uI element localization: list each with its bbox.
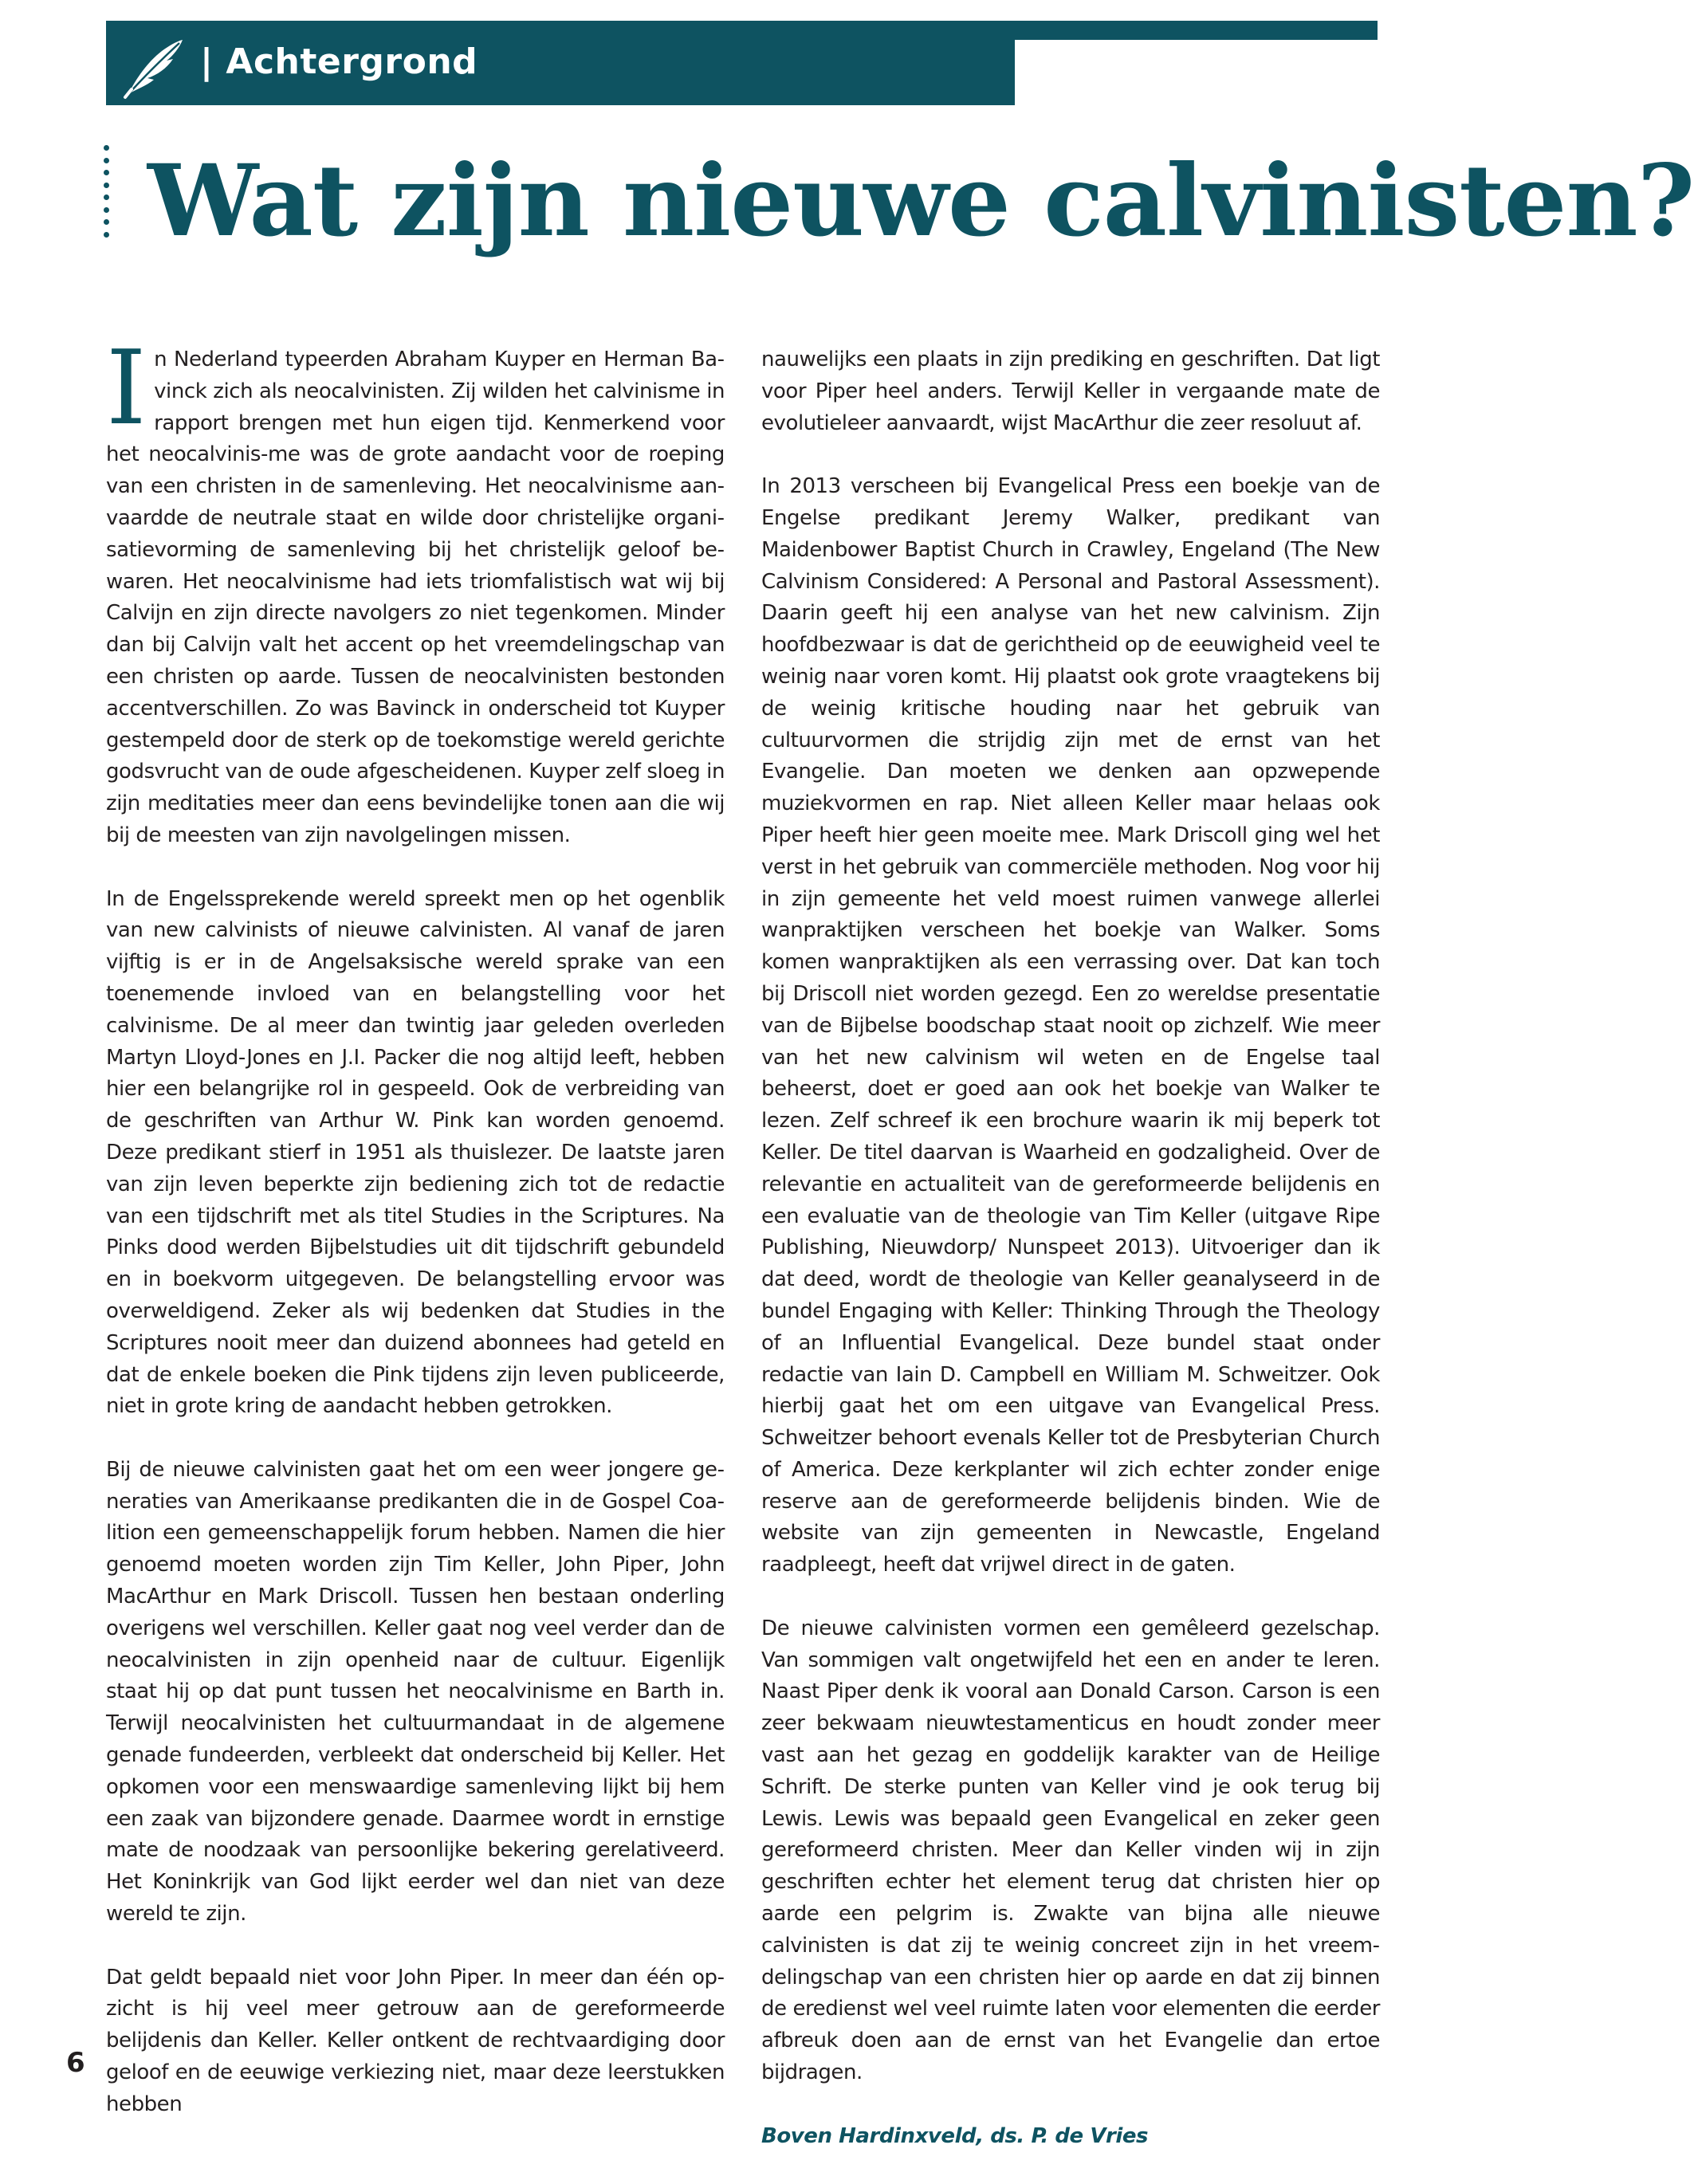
paragraph: Bij de nieuwe calvinisten gaat het om een weer jongere generaties van Amerikaanse predikanten die in de Gospel Coalition een gemeenschappelijk forum hebben. Namen die hier genoemd moeten worden zijn Tim Keller, John Piper, John MacArthur en Mark Driscoll. Tussen hen bestaan onderling overigens wel verschillen. Keller gaat nog veel verder dan de neocalvinisten in zijn openheid naar de cultuur. Eigenlijk staat hij op dat punt tussen het neocalvinisme en Barth in. Terwijl neocalvinisten het cultuurmandaat in de algemene genade fundeerden, verbleekt dat onderscheid bij Keller. Het opkomen voor een menswaardige samenleving lijkt bij hem een zaak van bijzondere genade. Daarmee wordt in ernstige mate de noodzaak van persoonlijke bekering gerelativeerd. Het Koninkrijk van God lijkt eerder wel dan niet van deze wereld te zijn.	[106, 1457, 725, 1927]
paragraph: De nieuwe calvinisten vormen een gemêleerd gezelschap. Van sommigen valt ongetwijfeld het een en ander te leren. Naast Piper denk ik vooral aan Donald Carson. Carson is een zeer bekwaam nieuwtestamenticus en houdt zonder meer vast aan het gezag en goddelijk karakter van de Heilige Schrift. De sterke punten van Keller vind je ook terug bij Lewis. Lewis was bepaald geen Evangelical en zeker geen gereformeerd christen. Meer dan Keller vinden wij in zijn geschriften echter het element terug dat christen hier op aarde een pelgrim is. Zwakte van bijna alle nieuwe calvinisten is dat zij te weinig concreet zijn in het vreemdelingschap van een christen hier op aarde en dat zij binnen de eredienst wel veel ruimte laten voor elementen die eerder afbreuk doen aan de ernst van het Evangelie dan ertoe bijdragen.	[761, 1616, 1380, 2085]
article-column-left	[106, 329, 725, 2152]
article-column-right	[761, 344, 1380, 2184]
banner-cutout	[1015, 40, 1382, 105]
paragraph: nauwelijks een plaats in zijn prediking en geschriften. Dat ligt voor Piper heel anders. Terwijl Keller in vergaande mate de evolutieleer aanvaardt, wijst MacArthur die zeer resoluut af.	[761, 348, 1380, 435]
feather-quill-icon	[120, 33, 186, 99]
section-banner	[106, 21, 1378, 105]
paragraph-text: n Nederland typeerden Abraham Kuyper en Herman Bavinck zich als neocalvinisten. Zij wilden het calvinisme in rapport brengen met hun eigen tijd. Kenmerkend voor het neocalvinis-me was de grote aandacht voor de roeping van een christen in de samenleving. Het neocalvinisme aanvaardde de neutrale staat en wilde door christelijke organisatievorming de samenleving bij het christelijk geloof bewaren. Het neocalvinisme had iets triomfalistisch wat wij bij Calvijn en zijn directe navolgers zo niet tegenkomen. Minder dan bij Calvijn valt het accent op het vreemdelingschap van een christen op aarde. Tussen de neocalvinisten bestonden accentverschillen. Zo was Bavinck in onderscheid tot Kuyper gestempeld door de sterk op de toekomstige wereld gerichte godsvrucht van de oude afgescheidenen. Kuyper zelf sloeg in zijn meditaties meer dan eens bevindelijke tonen aan die wij bij de meesten van zijn navolgelingen missen.	[106, 348, 725, 847]
decorative-dots	[104, 145, 112, 241]
paragraph	[106, 329, 725, 852]
paragraph: Dat geldt bepaald niet voor John Piper. In meer dan één opzicht is hij veel meer getrouw aan de gereformeerde belijdenis dan Keller. Keller ontkent de rechtvaardiging door geloof en de eeuwige verkiezing niet, maar deze leerstukken hebben	[106, 1965, 725, 2116]
paragraph: In 2013 verscheen bij Evangelical Press een boekje van de Engelse predikant Jeremy Walker, predikant van Maidenbower Baptist Church in Crawley, Engeland (The New Calvinism Considered: A Personal and Pastoral Assessment). Daarin geeft hij een analyse van het new calvinism. Zijn hoofdbezwaar is dat de gerichtheid op de eeuwigheid veel te weinig naar voren komt. Hij plaatst ook grote vraagtekens bij de weinig kritische houding naar het gebruik van cultuurvormen die strijdig zijn met de ernst van het Evangelie. Dan moeten we denken aan opzwepende muziekvormen en rap. Niet alleen Keller maar helaas ook Piper heeft hier geen moeite mee. Mark Driscoll ging wel het verst in het gebruik van commerciële methoden. Nog voor hij in zijn gemeente het veld moest ruimen vanwege allerlei wanpraktijken verscheen het boekje van Walker. Soms komen wanpraktijken als een verrassing over. Dat kan toch bij Driscoll niet worden gezegd. Een zo wereldse presentatie van de Bijbelse boodschap staat nooit op zichzelf. Wie meer van het new calvinism wil weten en de Engelse taal beheerst, doet er goed aan ook het boekje van Walker te lezen. Zelf schreef ik een brochure waarin ik mij beperk tot Keller. De titel daarvan is Waarheid en godzaligheid. Over de relevantie en actualiteit van de gereformeerde belijdenis en een evaluatie van de theologie van Tim Keller (uitgave Ripe Publishing, Nieuwdorp/ Nunspeet 2013). Uitvoeriger dan ik dat deed, wordt de theologie van Keller geanalyseerd in de bundel Engaging with Keller: Thinking Through the Theology of an Influential Evangelical. Deze bundel staat onder redactie van Iain D. Campbell en William M. Schweitzer. Ook hierbij gaat het om een uitgave van Evangelical Press. Schweitzer behoort evenals Keller tot de Presbyterian Church of America. Deze kerkplanter wil zich echter zonder enige reserve aan de gereformeerde belijdenis binden. Wie de website van zijn gemeenten in Newcastle, Engeland raadpleegt, heeft dat vrijwel direct in de gaten.	[761, 474, 1380, 1577]
author-byline: Boven Hardinxveld, ds. P. de Vries	[761, 2123, 1149, 2148]
page-number: 6	[66, 2047, 85, 2079]
section-label: | Achtergrond	[200, 41, 478, 82]
article-title: Wat zijn nieuwe calvinisten?	[147, 143, 1694, 259]
drop-cap: I	[106, 329, 147, 448]
paragraph: In de Engelssprekende wereld spreekt men op het ogenblik van new calvinists of nieuwe calvinisten. Al vanaf de jaren vijftig is er in de Angelsaksische wereld sprake van een toenemende invloed van en belangstelling voor het calvinisme. De al meer dan twintig jaar geleden overleden Martyn Lloyd-Jones en J.I. Packer die nog altijd leeft, hebben hier een belangrijke rol in gespeeld. Ook de verbreiding van de geschriften van Arthur W. Pink kan worden genoemd. Deze predikant stierf in 1951 als thuislezer. De laatste jaren van zijn leven beperkte zijn bediening zich tot de redactie van een tijdschrift met als titel Studies in the Scriptures. Na Pinks dood werden Bijbelstudies uit dit tijdschrift gebundeld en in boekvorm uitgegeven. De belangstelling ervoor was overweldigend. Zeker als wij bedenken dat Studies in the Scriptures nooit meer dan duizend abonnees had geteld en dat de enkele boeken die Pink tijdens zijn leven publiceerde, niet in grote kring de aandacht hebben getrokken.	[106, 886, 725, 1419]
